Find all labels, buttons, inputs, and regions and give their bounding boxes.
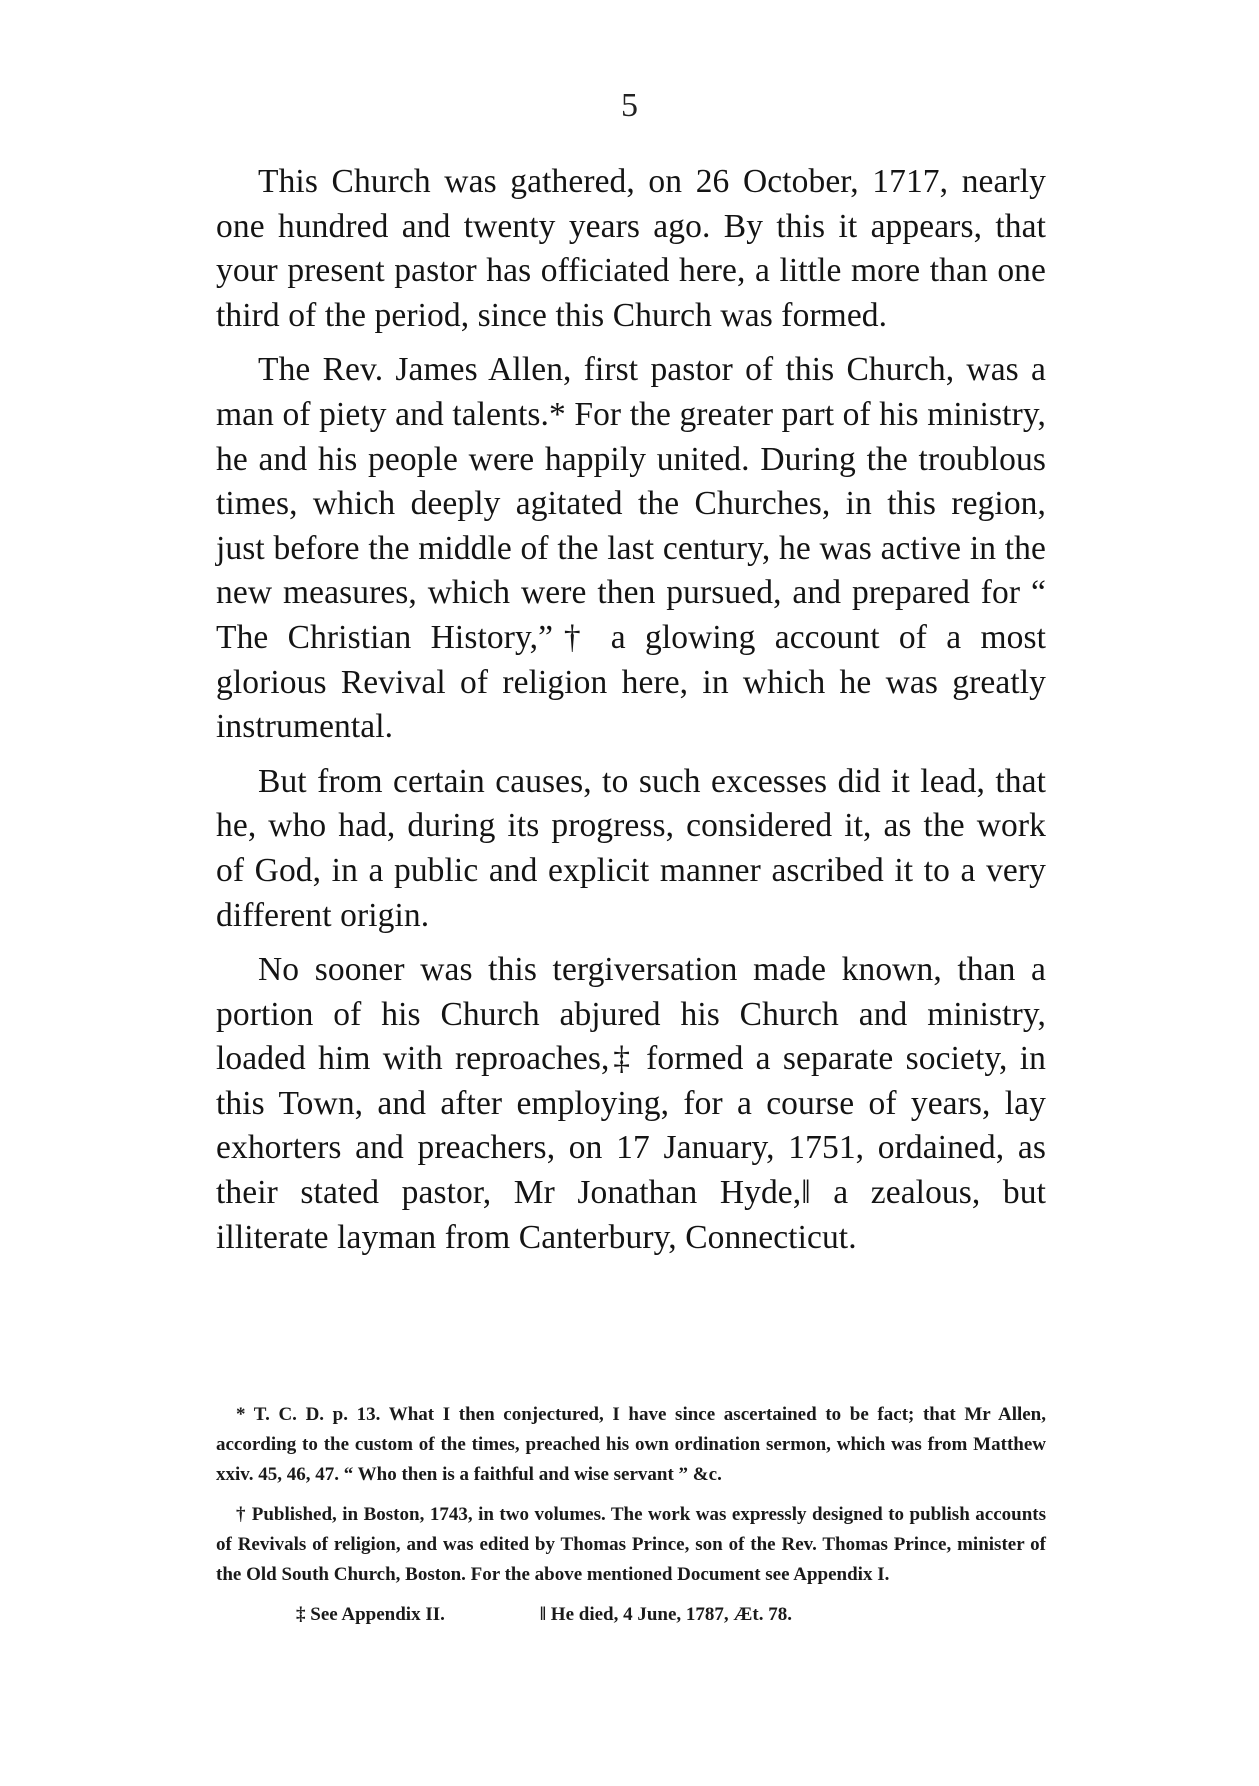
footnote-dagger: † Published, in Boston, 1743, in two volumes. The work was expressly designed to publish accounts of Revivals of religion, and was edited by Thomas Prince, son of the Rev. Thomas Prince, minister of the Old South Church, Boston. For the above mentioned Document see Appendix I. xyxy=(216,1504,1046,1585)
footnote-asterisk: * T. C. D. p. 13. What I then conjectured, I have since ascertained to be fact; that Mr Allen, according to the custom of the times, preached his own ordination sermon, which was from Matthew xxiv. 45, 46, 47. “ Who then is a faithful and wise servant ” &c. xyxy=(216,1404,1046,1485)
paragraph-certain-causes: But from certain causes, to such excesses did it lead, that he, who had, during its progress, considered it, as the work of God, in a public and explicit manner ascribed it to a very different origin. xyxy=(216,762,1046,934)
footnote-last-line xyxy=(216,1600,1046,1630)
main-text xyxy=(216,160,1046,1270)
page-number: 5 xyxy=(621,87,638,124)
paragraph-church-gathered: This Church was gathered, on 26 October, 1717, nearly one hundred and twenty years ago. By this it appears, that your present pastor has officiated here, a little more than one third of the period, since this Church was formed. xyxy=(216,163,1046,334)
paragraph-rev-james-allen: The Rev. James Allen, first pastor of this Church, was a man of piety and talents.* For the greater part of his ministry, he and his people were happily united. During the troublous times, which deeply agitated the Churches, in this region, just before the middle of the last century, he was active in the new measures, which were then pursued, and prepared for “ The Christian History,”† a glowing account of a most glorious Revival of religion here, in which he was greatly instrumental. xyxy=(216,351,1046,746)
footnote-double-bar: ‖ He died, 4 June, 1787, Æt. 78. xyxy=(539,1604,792,1625)
paragraph-tergiversation: No sooner was this tergiversation made known, than a portion of his Church abjured his Church and ministry, loaded him with reproaches,‡ formed a separate society, in this Town, and after employing, for a course of years, lay exhorters and preachers, on 17 January, 1751, ordained, as their stated pastor, Mr Jonathan Hyde,‖ a zealous, but illiterate layman from Canterbury, Connecticut. xyxy=(216,951,1046,1256)
footnote-double-dagger: ‡ See Appendix II. xyxy=(296,1604,445,1625)
footnotes xyxy=(216,1400,1046,1640)
